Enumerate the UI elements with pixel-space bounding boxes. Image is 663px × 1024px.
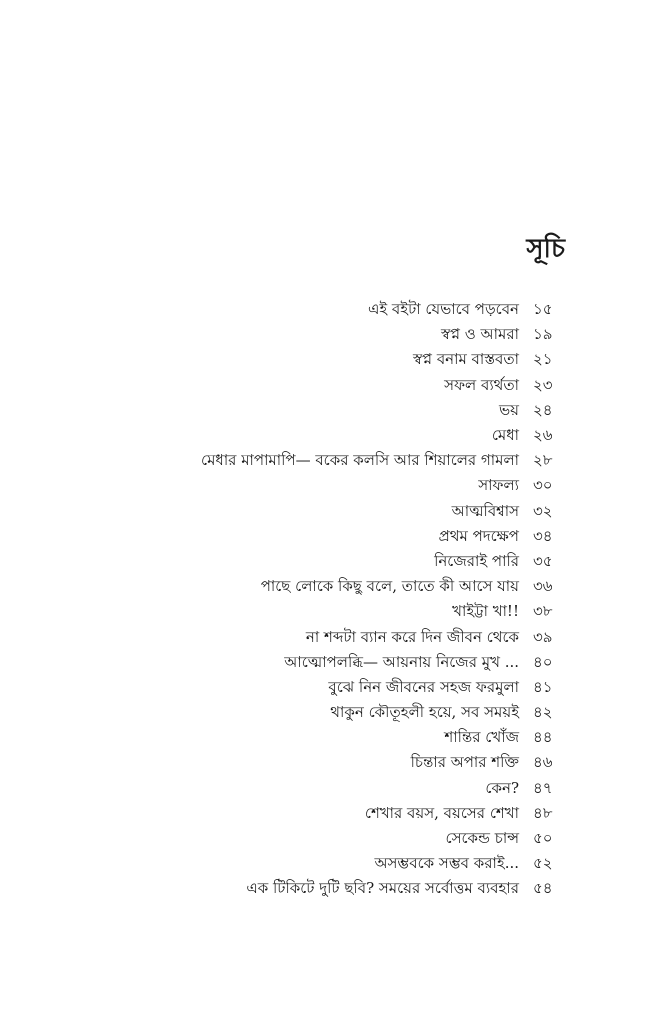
toc-entry-page: ৫০ (533, 829, 553, 848)
toc-entry-page: ২৩ (533, 375, 553, 394)
toc-entry-page: ৩০ (533, 476, 553, 495)
toc-entry-title: না শব্দটা ব্যান করে দিন জীবন থেকে (305, 627, 519, 646)
toc-entry (7, 777, 567, 802)
toc-entry (7, 676, 567, 701)
toc-entry (7, 399, 567, 424)
toc-entry-page: ১৯ (533, 325, 553, 344)
toc-entry (7, 525, 567, 550)
toc-entry-page: ৩৫ (533, 551, 553, 570)
toc-entry-title: সাফল্য (478, 476, 519, 495)
toc-entry-title: আত্মোপলব্ধি— আয়নায় নিজের মুখ ... (284, 652, 519, 671)
toc-entry-page: ৪৭ (533, 778, 553, 797)
toc-entry-title: নিজেরাই পারি (434, 551, 519, 570)
toc-entry (7, 424, 567, 449)
toc-entry-page: ৩২ (533, 501, 553, 520)
toc-entry (7, 550, 567, 575)
toc-entry-page: ২৮ (533, 451, 553, 470)
toc-entry-page: ৩৬ (533, 577, 553, 596)
toc-entry (7, 298, 567, 323)
toc-entry (7, 827, 567, 852)
page-title: সূচি (526, 234, 565, 264)
toc-entry-title: স্বপ্ন ও আমরা (440, 325, 519, 344)
toc-entry-page: ২৪ (533, 400, 553, 419)
toc-entry-title: প্রথম পদক্ষেপ (438, 526, 519, 545)
toc-entry-page: ৪৪ (533, 728, 553, 747)
toc-entry-title: শেখার বয়স, বয়সের শেখা (364, 803, 519, 822)
toc-entry (7, 651, 567, 676)
toc-entry-page: ৩৯ (533, 627, 553, 646)
toc-entry-page: ৪১ (533, 677, 553, 696)
toc-entry-page: ২৬ (533, 426, 553, 445)
toc-entry-title: খাইট্টা খা!! (452, 602, 519, 621)
toc-entry-title: আত্মবিশ্বাস (451, 501, 519, 520)
toc-entry-title: পাছে লোকে কিছু বলে, তাতে কী আসে যায় (260, 577, 519, 596)
toc-entry (7, 374, 567, 399)
toc-entry-page: ৫৪ (533, 879, 553, 898)
toc-entry-page: ৪২ (533, 703, 553, 722)
toc-entry (7, 575, 567, 600)
toc-entry-title: শান্তির খোঁজ (444, 728, 519, 747)
toc-entry-page: ২১ (533, 350, 553, 369)
toc-entry-title: এই বইটা যেভাবে পড়বেন (367, 300, 519, 319)
toc-entry-page: ৫২ (533, 854, 553, 873)
toc-entry-page: ৪০ (533, 652, 553, 671)
toc-entry-page: ১৫ (533, 300, 553, 319)
toc-entry-title: অসম্ভবকে সম্ভব করাই... (374, 854, 519, 873)
toc-entry-title: বুঝে নিন জীবনের সহজ ফরমুলা (328, 677, 519, 696)
toc-entry (7, 751, 567, 776)
toc-entry-page: ৪৮ (533, 803, 553, 822)
toc-entry-title: স্বপ্ন বনাম বাস্তবতা (413, 350, 519, 369)
toc-entry-title: ভয় (498, 400, 519, 419)
toc-entry-title: থাকুন কৌতূহলী হয়ে, সব সময়ই (330, 703, 519, 722)
toc-entry-title: মেধা (491, 426, 519, 445)
toc-entry (7, 625, 567, 650)
toc-entry-title: কেন? (485, 778, 519, 797)
toc-entry (7, 474, 567, 499)
toc-entry-title: সফল ব্যর্থতা (444, 375, 519, 394)
toc-entry (7, 852, 567, 877)
toc-entry (7, 877, 567, 902)
toc-entry (7, 323, 567, 348)
toc-entry-title: মেধার মাপামাপি— বকের কলসি আর শিয়ালের গামলা (201, 451, 519, 470)
toc-entry (7, 449, 567, 474)
toc-entry (7, 348, 567, 373)
toc-entry-page: ৪৬ (533, 753, 553, 772)
toc-entry-page: ৩৪ (533, 526, 553, 545)
toc-entry-title: চিন্তার অপার শক্তি (410, 753, 519, 772)
toc-entry (7, 600, 567, 625)
toc-entry (7, 802, 567, 827)
toc-entry (7, 701, 567, 726)
toc-entry-title: সেকেন্ড চান্স (445, 829, 519, 848)
table-of-contents (7, 298, 567, 903)
toc-entry (7, 726, 567, 751)
toc-entry (7, 500, 567, 525)
toc-entry-title: এক টিকিটে দুটি ছবি? সময়ের সর্বোত্তম ব্যবহার (246, 879, 519, 898)
toc-entry-page: ৩৮ (533, 602, 553, 621)
